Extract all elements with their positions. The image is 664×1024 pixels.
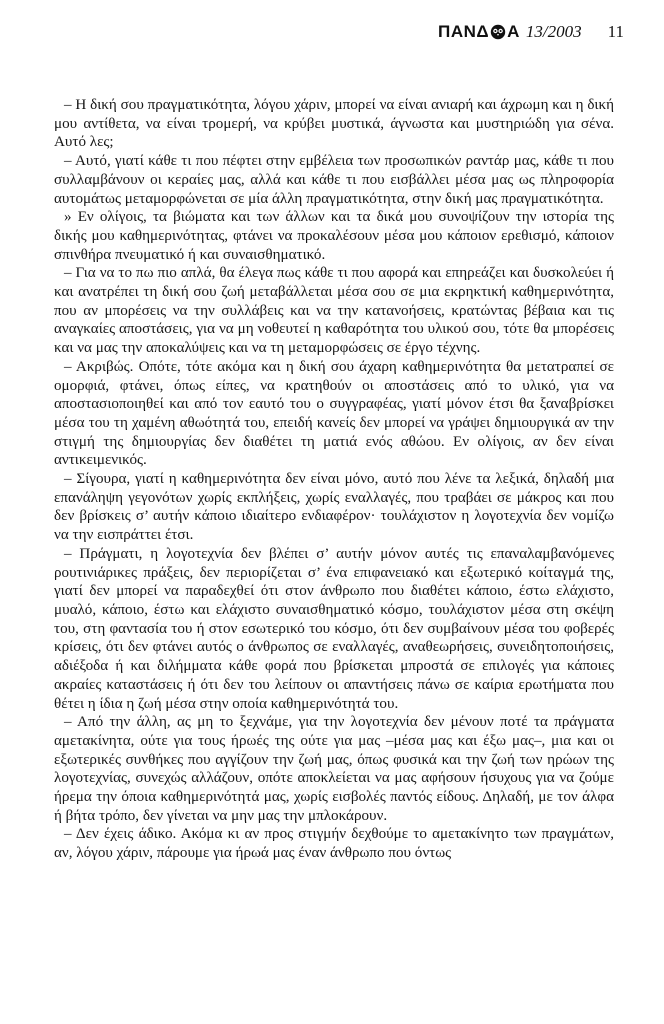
paragraph: – Για να το πω πιο απλά, θα έλεγα πως κάθε τι που αφορά και επηρεάζει και δυσκολεύει ή και ανατρέπει τη δική σου ζωή μεταβάλλεται μέσα σου σε μια εκρηκτική καθημερινότητα, που αν μπορέσεις να την συλλάβεις και να την κατανοήσεις, κρατώντας βέβαια και τις αναγκαίες αποστάσεις, για να μη νοθευτεί η καθαρότητα του υλικού σου, τότε θα μπορέσεις και να μας την αποκαλύψεις και να τη μεταμορφώσεις σε έργο τέχνης. [54,265,614,357]
article-body [54,96,614,863]
paragraph: » Εν ολίγοις, τα βιώματα και των άλλων και τα δικά μου συνοψίζουν την ιστορία της δικής μου καθημερινότητας, φτάνει να προκαλέσουν μέσα μου κάποιον ερεθισμό, κάποιον σπινθήρα πνευματικό ή και συναισθηματικό. [54,209,614,263]
paragraph: – Από την άλλη, ας μη το ξεχνάμε, για την λογοτεχνία δεν μένουν ποτέ τα πράγματα αμετακίνητα, ούτε για τους ήρωές της ούτε για μας –μέσα μας και έξω μας–, μια και οι εξωτερικές συνθήκες που αγγίζουν την ζωή μας, όπως φυσικά και την ζωή των ηρώων της λογοτεχνίας, συνεχώς αλλάζουν, οπότε αποκλείεται να μας αφήσουν ήσυχους για να ζούμε ήρεμα την όποια καθημερινότητά μας, χωρίς εισβολές παντός είδους. Δηλαδή, με τον άλφα ή βήτα τρόπο, δεν γίνεται να μην μας την μπλοκάρουν. [54,714,614,824]
owl-logo-icon [490,24,506,40]
paragraph: – Δεν έχεις άδικο. Ακόμα κι αν προς στιγμήν δεχθούμε το αμετακίνητο των πραγμάτων, αν, λόγου χάριν, πάρουμε για ήρωά μας έναν άνθρωπο που όντως [54,826,614,862]
journal-title-right: Α [507,22,520,41]
paragraph: – Αυτό, γιατί κάθε τι που πέφτει στην εμβέλεια των προσωπικών ραντάρ μας, κάθε τι που συλλαμβάνουν οι κεραίες μας, αλλά και κάθε τι που εισβάλλει μέσα μας ως πληροφορία αυτομάτως μεταμορφώνεται σε μία άλλη πραγματικότητα, στην δική μας πραγματικότητα. [54,153,614,207]
page-number: 11 [607,22,624,41]
paragraph: – Η δική σου πραγματικότητα, λόγου χάριν, μπορεί να είναι ανιαρή και άχρωμη και η δική μου αντίθετα, να είναι τρομερή, να κρύβει μυστικά, άγνωστα και μυστηριώδη για σένα. Αυτό λες; [54,97,614,151]
issue-number: 13/2003 [525,22,582,41]
running-header [0,20,624,44]
journal-title [438,22,520,42]
journal-title-left: ΠΑΝΔ [438,22,490,41]
paragraph: – Πράγματι, η λογοτεχνία δεν βλέπει σ’ αυτήν μόνον αυτές τις επαναλαμβανόμενες ρουτινιάρικες πράξεις, δεν περιορίζεται σ’ ένα επιφανειακό και εξωτερικό κοίταγμά της, γιατί δεν μπορεί να παραδεχθεί ότι στον άνθρωπο που διαθέτει κάποιο, έστω ελάχιστο, μυαλό, κάποιο, έστω και ελάχιστο συναισθηματικό κόσμο, τουλάχιστον μέσα στη σκέψη του, στη φαντασία του ή στον εσωτερικό του κόσμο, ότι δεν συμβαίνουν μέσα του φοβερές κρίσεις, ότι δεν φτάνει αυτός ο άνθρωπος σε εναλλαγές, αναθεωρήσεις, συνειδητοποιήσεις, αδιέξοδα ή και διλήμματα κάθε φορά που βρίσκεται μπροστά σε επιλογές για κάποιες ακραίες καταστάσεις ή ότι δεν του λείπουν οι απαντήσεις πάνω σε καίρια ερωτήματα που θέτει η ίδια η ζωή μέσα στην οποία καθημερινότητά του. [54,545,614,712]
paragraph: – Σίγουρα, γιατί η καθημερινότητα δεν είναι μόνο, αυτό που λένε τα λεξικά, δηλαδή μια επανάληψη γεγονότων χωρίς εκπλήξεις, χωρίς εναλλαγές, που τραβάει σε μάκρος και που δεν βρίσκεις σ’ αυτήν κάποιο ιδιαίτερο ενδιαφέρον· τουλάχιστον η λογοτεχνία δεν νομίζω να την εισπράττει έτσι. [54,471,614,544]
paragraph: – Ακριβώς. Οπότε, τότε ακόμα και η δική σου άχαρη καθημερινότητα θα μετατραπεί σε ομορφιά, φτάνει, όπως είπες, να κρατηθούν οι αποστάσεις από το υλικό, για να αποστασιοποιηθεί και από τον εαυτό του ο συγγραφέας, γιατί μόνον έτσι θα ξαναβρίσκει μέσα του τη χαμένη αθωότητά του, επειδή κανείς δεν μπορεί να γράψει δημιουργικά αν την στιγμή της δημιουργίας δεν διαθέτει τη ματιά ενός αθώου. Εν ολίγοις, αν δεν είναι αντικειμενικός. [54,358,614,469]
